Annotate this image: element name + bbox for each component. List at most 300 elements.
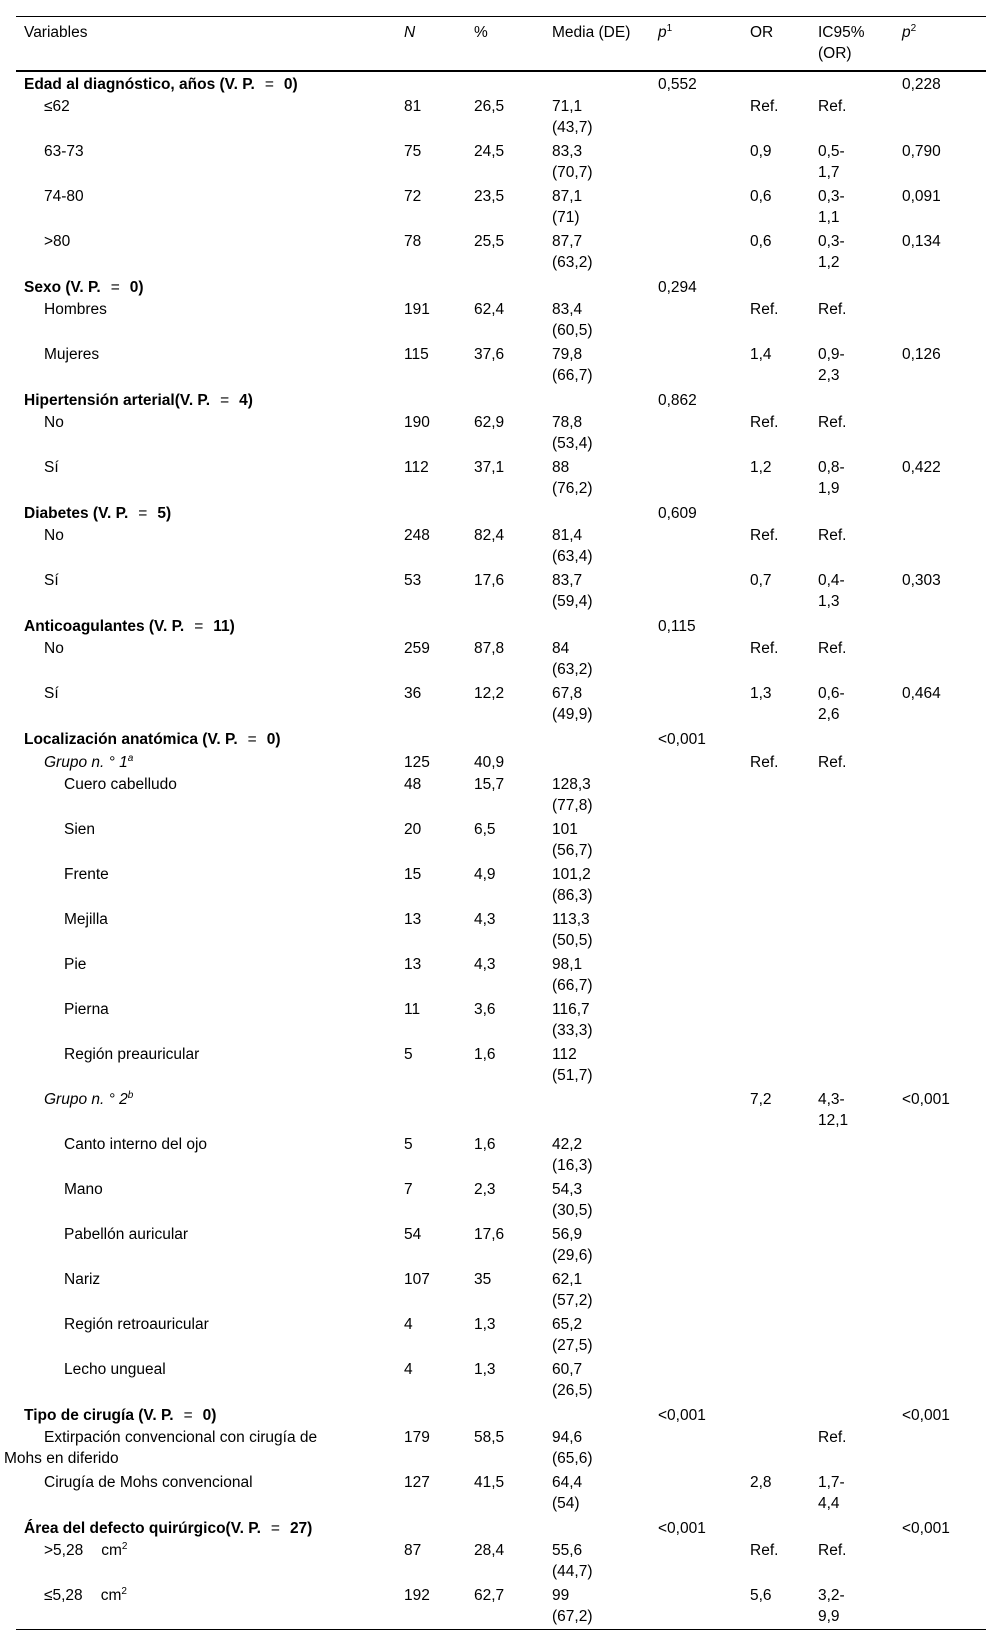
results-table <box>4 16 986 1630</box>
cell-or: Ref. <box>750 640 779 657</box>
cell-media: 60,7 (26,5) <box>552 1361 593 1399</box>
section-title: Edad al diagnóstico, años (V. P. = 0) <box>24 76 298 93</box>
cell-media <box>544 750 650 773</box>
table-row <box>16 1584 986 1630</box>
row-label: Extirpación convencional con cirugía de Mohs en diferido <box>4 1429 318 1467</box>
cell-p1 <box>650 953 742 998</box>
col-or: OR <box>750 24 774 41</box>
cell-p1 <box>650 818 742 863</box>
cell-p2 <box>894 750 986 773</box>
cell-p2 <box>894 1539 986 1584</box>
cell-or <box>742 1133 810 1178</box>
cell-pct: 12,2 <box>474 685 505 702</box>
table-row <box>16 1088 986 1133</box>
cell-media: 87,1 (71) <box>552 188 583 226</box>
cell-pct <box>466 71 544 95</box>
cell-p1 <box>650 569 742 614</box>
cell-ic95: Ref. <box>818 414 847 431</box>
cell-p1 <box>650 773 742 818</box>
cell-or <box>742 863 810 908</box>
cell-or: 1,3 <box>750 685 772 702</box>
row-label: Nariz <box>64 1271 101 1288</box>
cell-media <box>544 1088 650 1133</box>
section-header-row <box>16 614 986 637</box>
cell-p1: 0,115 <box>658 618 696 635</box>
cell-media <box>544 1516 650 1539</box>
cell-or <box>742 818 810 863</box>
row-label: ≤5,28 $cm^2$ <box>44 1585 127 1604</box>
cell-pct: 62,7 <box>474 1587 505 1604</box>
cell-or <box>742 1313 810 1358</box>
cell-p2 <box>894 614 986 637</box>
cell-or: Ref. <box>750 527 779 544</box>
section-header-row <box>16 727 986 750</box>
cell-ic95: 0,9- 2,3 <box>818 346 845 384</box>
cell-ic95: Ref. <box>818 1429 847 1446</box>
col-media: Media (DE) <box>552 24 631 41</box>
cell-media: 55,6 (44,7) <box>552 1542 593 1580</box>
cell-or <box>742 1403 810 1426</box>
cell-pct: 58,5 <box>474 1429 505 1446</box>
cell-ic95 <box>810 1268 894 1313</box>
cell-p1 <box>650 95 742 140</box>
section-title: Diabetes (V. P. = 5) <box>24 505 172 522</box>
cell-or <box>742 1223 810 1268</box>
row-label: Pierna <box>64 1001 109 1018</box>
cell-p1 <box>650 1268 742 1313</box>
row-label: Mano <box>64 1181 103 1198</box>
cell-p1 <box>650 1313 742 1358</box>
row-label: No <box>44 527 64 544</box>
cell-pct: 4,3 <box>474 911 496 928</box>
cell-n: 127 <box>404 1474 430 1491</box>
cell-n <box>396 275 466 298</box>
cell-n: 259 <box>404 640 430 657</box>
cell-p1 <box>650 750 742 773</box>
cell-p2 <box>894 388 986 411</box>
cell-pct <box>466 1403 544 1426</box>
cell-media: 98,1 (66,7) <box>552 956 593 994</box>
cell-n: 248 <box>404 527 430 544</box>
cell-pct: 17,6 <box>474 572 505 589</box>
table-row <box>16 637 986 682</box>
cell-or <box>742 501 810 524</box>
cell-pct: 62,4 <box>474 301 505 318</box>
cell-or: Ref. <box>750 301 779 318</box>
table-row <box>16 1043 986 1088</box>
cell-pct: 23,5 <box>474 188 505 205</box>
cell-or: 1,2 <box>750 459 772 476</box>
section-header-row <box>16 501 986 524</box>
cell-or: Ref. <box>750 754 779 771</box>
cell-n: 13 <box>404 911 422 928</box>
cell-p1 <box>650 230 742 275</box>
cell-p2 <box>894 501 986 524</box>
cell-n: 54 <box>404 1226 422 1243</box>
group-row <box>16 750 986 773</box>
table-row <box>16 1358 986 1403</box>
cell-p2 <box>894 411 986 456</box>
cell-p2: 0,126 <box>902 346 941 363</box>
cell-media: 94,6 (65,6) <box>552 1429 593 1467</box>
cell-p1: 0,552 <box>658 76 697 93</box>
cell-media: 67,8 (49,9) <box>552 685 593 723</box>
cell-pct <box>466 614 544 637</box>
cell-media: 83,4 (60,5) <box>552 301 593 339</box>
cell-ic95: 0,4- 1,3 <box>818 572 845 610</box>
cell-or <box>742 953 810 998</box>
cell-p1 <box>650 1539 742 1584</box>
cell-p1 <box>650 1584 742 1630</box>
cell-n <box>396 388 466 411</box>
cell-ic95: Ref. <box>818 640 847 657</box>
cell-pct: 40,9 <box>474 754 505 771</box>
cell-n <box>396 71 466 95</box>
row-label: Mujeres <box>44 346 100 363</box>
table-row <box>16 1471 986 1516</box>
col-p2: $p^2$ <box>902 22 917 41</box>
table-row <box>16 230 986 275</box>
cell-pct: 28,4 <box>474 1542 505 1559</box>
table-row <box>16 1133 986 1178</box>
cell-n: 192 <box>404 1587 430 1604</box>
cell-p2 <box>894 524 986 569</box>
row-label: Región retroauricular <box>64 1316 209 1333</box>
cell-p2 <box>894 275 986 298</box>
cell-n: 48 <box>404 776 422 793</box>
cell-or: 0,7 <box>750 572 772 589</box>
cell-n: 15 <box>404 866 422 883</box>
cell-n: 4 <box>404 1361 413 1378</box>
cell-pct: 37,1 <box>474 459 505 476</box>
cell-ic95: Ref. <box>818 754 847 771</box>
cell-ic95 <box>810 501 894 524</box>
cell-ic95: 0,8- 1,9 <box>818 459 845 497</box>
section-title: Tipo de cirugía (V. P. = 0) <box>24 1407 217 1424</box>
cell-p1 <box>650 298 742 343</box>
cell-p2 <box>894 727 986 750</box>
cell-or <box>742 1426 810 1471</box>
cell-p2: 0,134 <box>902 233 941 250</box>
cell-media <box>544 275 650 298</box>
cell-ic95 <box>810 908 894 953</box>
table-row <box>16 1178 986 1223</box>
table-row <box>16 863 986 908</box>
row-label: >80 <box>44 233 71 250</box>
cell-ic95 <box>810 998 894 1043</box>
table-row <box>16 682 986 727</box>
table-row <box>16 1313 986 1358</box>
cell-or <box>742 1178 810 1223</box>
section-title: Sexo (V. P. = 0) <box>24 279 144 296</box>
cell-or: 5,6 <box>750 1587 772 1604</box>
cell-media <box>544 71 650 95</box>
cell-media: 128,3 (77,8) <box>552 776 593 814</box>
cell-ic95: 0,5- 1,7 <box>818 143 845 181</box>
cell-n <box>396 614 466 637</box>
cell-n: 107 <box>404 1271 430 1288</box>
cell-p2 <box>894 908 986 953</box>
cell-p1 <box>650 998 742 1043</box>
cell-media: 81,4 (63,4) <box>552 527 593 565</box>
row-label: Pabellón auricular <box>64 1226 189 1243</box>
cell-n <box>396 1088 466 1133</box>
cell-media: 116,7 (33,3) <box>552 1001 593 1039</box>
cell-ic95 <box>810 1313 894 1358</box>
cell-ic95 <box>810 1358 894 1403</box>
cell-p2 <box>894 998 986 1043</box>
section-header-row <box>16 275 986 298</box>
cell-p2 <box>894 818 986 863</box>
cell-media <box>544 614 650 637</box>
cell-p1 <box>650 1358 742 1403</box>
section-header-row <box>16 1403 986 1426</box>
cell-n: 36 <box>404 685 422 702</box>
section-header-row <box>16 1516 986 1539</box>
cell-p2 <box>894 1133 986 1178</box>
cell-ic95: Ref. <box>818 1542 847 1559</box>
cell-p1 <box>650 908 742 953</box>
cell-ic95 <box>810 773 894 818</box>
cell-media: 88 (76,2) <box>552 459 593 497</box>
cell-p1 <box>650 863 742 908</box>
cell-p1 <box>650 1426 742 1471</box>
cell-p1: <0,001 <box>658 1407 706 1424</box>
cell-p2 <box>894 1178 986 1223</box>
cell-n: 13 <box>404 956 422 973</box>
cell-p2 <box>894 298 986 343</box>
cell-p1 <box>650 524 742 569</box>
table-body <box>4 71 986 1630</box>
cell-ic95 <box>810 388 894 411</box>
cell-or: 0,6 <box>750 188 772 205</box>
cell-n: 190 <box>404 414 430 431</box>
cell-media: 79,8 (66,7) <box>552 346 593 384</box>
cell-or: 7,2 <box>750 1091 772 1108</box>
cell-n: 191 <box>404 301 430 318</box>
cell-media <box>544 1403 650 1426</box>
cell-pct: 6,5 <box>474 821 496 838</box>
row-label: >5,28 $cm^2$ <box>44 1540 128 1559</box>
cell-n <box>396 727 466 750</box>
cell-media: 87,7 (63,2) <box>552 233 593 271</box>
section-title: Área del defecto quirúrgico(V. P. = 27) <box>24 1520 313 1537</box>
cell-p1 <box>650 1043 742 1088</box>
cell-p2 <box>894 773 986 818</box>
cell-media: 101,2 (86,3) <box>552 866 593 904</box>
row-label: Sí <box>44 572 59 589</box>
table-row <box>16 343 986 388</box>
cell-n: 125 <box>404 754 430 771</box>
cell-p1: <0,001 <box>658 1520 706 1537</box>
cell-n: 75 <box>404 143 422 160</box>
cell-ic95 <box>810 1403 894 1426</box>
cell-media: 84 (63,2) <box>552 640 593 678</box>
col-n: N <box>404 24 416 41</box>
results-table-container <box>4 16 986 1630</box>
cell-media: 64,4 (54) <box>552 1474 583 1512</box>
cell-ic95 <box>810 953 894 998</box>
group-label: Grupo n. ° 1$^a$ <box>44 752 134 771</box>
cell-p1 <box>650 185 742 230</box>
cell-p2: 0,091 <box>902 188 941 205</box>
cell-pct: 82,4 <box>474 527 505 544</box>
row-label: Frente <box>64 866 109 883</box>
cell-p1 <box>650 456 742 501</box>
cell-media: 62,1 (57,2) <box>552 1271 593 1309</box>
table-row <box>16 95 986 140</box>
cell-n: 72 <box>404 188 422 205</box>
table-row <box>16 1539 986 1584</box>
cell-p1 <box>650 1133 742 1178</box>
cell-p1: <0,001 <box>658 731 706 748</box>
cell-media <box>544 727 650 750</box>
col-ic95: IC95% (OR) <box>818 24 865 62</box>
cell-p2 <box>894 1313 986 1358</box>
cell-ic95 <box>810 1223 894 1268</box>
cell-pct: 1,3 <box>474 1316 496 1333</box>
cell-n: 11 <box>404 1001 421 1018</box>
row-label: Mejilla <box>64 911 108 928</box>
cell-media: 54,3 (30,5) <box>552 1181 593 1219</box>
cell-media: 78,8 (53,4) <box>552 414 593 452</box>
cell-or <box>742 1516 810 1539</box>
cell-media <box>544 501 650 524</box>
cell-pct: 1,6 <box>474 1046 496 1063</box>
row-label: Sí <box>44 459 59 476</box>
row-label: Grupo n. ° 2$^b$ <box>44 1089 134 1108</box>
cell-or: Ref. <box>750 414 779 431</box>
cell-pct <box>466 388 544 411</box>
cell-ic95 <box>810 614 894 637</box>
cell-or: 0,6 <box>750 233 772 250</box>
cell-n: 20 <box>404 821 422 838</box>
cell-ic95 <box>810 1516 894 1539</box>
table-row <box>16 524 986 569</box>
cell-pct: 4,3 <box>474 956 496 973</box>
cell-p1 <box>650 637 742 682</box>
cell-or <box>742 1268 810 1313</box>
cell-p2: <0,001 <box>902 1407 950 1424</box>
cell-pct: 62,9 <box>474 414 505 431</box>
cell-media: 113,3 (50,5) <box>552 911 593 949</box>
cell-p2 <box>894 1426 986 1471</box>
row-label: Canto interno del ojo <box>64 1136 208 1153</box>
cell-n: 5 <box>404 1046 413 1063</box>
row-label: Sien <box>64 821 96 838</box>
cell-ic95: 4,3- 12,1 <box>818 1091 849 1129</box>
cell-ic95 <box>810 727 894 750</box>
cell-p2 <box>894 1358 986 1403</box>
cell-pct: 37,6 <box>474 346 505 363</box>
col-pct: % <box>474 24 488 41</box>
cell-n <box>396 501 466 524</box>
table-row <box>16 569 986 614</box>
cell-or: Ref. <box>750 1542 779 1559</box>
section-title: Hipertensión arterial(V. P. = 4) <box>24 392 253 409</box>
cell-n: 7 <box>404 1181 413 1198</box>
section-title: Localización anatómica (V. P. = 0) <box>24 731 281 748</box>
cell-n: 4 <box>404 1316 413 1333</box>
cell-p1: 0,294 <box>658 279 697 296</box>
cell-pct: 25,5 <box>474 233 505 250</box>
row-label: Pie <box>64 956 87 973</box>
cell-pct: 87,8 <box>474 640 505 657</box>
row-label: Región preauricular <box>64 1046 200 1063</box>
cell-p1 <box>650 411 742 456</box>
cell-p2: 0,790 <box>902 143 941 160</box>
cell-ic95 <box>810 1043 894 1088</box>
cell-p2 <box>894 1471 986 1516</box>
row-label: Cirugía de Mohs convencional <box>44 1474 253 1491</box>
table-row <box>16 1268 986 1313</box>
cell-media: 83,3 (70,7) <box>552 143 593 181</box>
cell-pct: 15,7 <box>474 776 505 793</box>
row-label: ≤62 <box>44 98 70 115</box>
cell-pct: 2,3 <box>474 1181 496 1198</box>
cell-p2 <box>894 1584 986 1630</box>
cell-media <box>544 388 650 411</box>
cell-p2: <0,001 <box>902 1091 950 1108</box>
cell-p1 <box>650 140 742 185</box>
cell-p2 <box>894 1268 986 1313</box>
table-row <box>16 953 986 998</box>
cell-or <box>742 275 810 298</box>
cell-pct <box>466 275 544 298</box>
cell-p2 <box>894 95 986 140</box>
cell-pct: 24,5 <box>474 143 505 160</box>
cell-p2 <box>894 637 986 682</box>
table-row <box>16 411 986 456</box>
cell-p2 <box>894 863 986 908</box>
cell-p2: 0,464 <box>902 685 941 702</box>
cell-pct: 1,3 <box>474 1361 496 1378</box>
cell-n: 81 <box>404 98 422 115</box>
cell-p1 <box>650 1088 742 1133</box>
cell-media: 99 (67,2) <box>552 1587 593 1625</box>
table-row <box>16 185 986 230</box>
cell-or <box>742 1043 810 1088</box>
cell-ic95: 0,3- 1,1 <box>818 188 845 226</box>
section-header-row <box>16 388 986 411</box>
cell-p1 <box>650 1471 742 1516</box>
cell-ic95: 3,2- 9,9 <box>818 1587 845 1625</box>
cell-p1 <box>650 1223 742 1268</box>
cell-n: 78 <box>404 233 422 250</box>
cell-or <box>742 614 810 637</box>
cell-ic95: Ref. <box>818 98 847 115</box>
cell-or: 1,4 <box>750 346 772 363</box>
table-header <box>16 17 986 72</box>
cell-pct <box>466 727 544 750</box>
row-label: Lecho ungueal <box>64 1361 166 1378</box>
cell-ic95: Ref. <box>818 301 847 318</box>
table-row <box>16 1426 986 1471</box>
cell-n: 179 <box>404 1429 430 1446</box>
col-variables: Variables <box>24 24 88 41</box>
cell-media: 65,2 (27,5) <box>552 1316 593 1354</box>
cell-pct: 26,5 <box>474 98 505 115</box>
cell-media: 56,9 (29,6) <box>552 1226 593 1264</box>
cell-ic95: 1,7- 4,4 <box>818 1474 845 1512</box>
cell-n: 53 <box>404 572 422 589</box>
cell-media: 71,1 (43,7) <box>552 98 593 136</box>
cell-media: 83,7 (59,4) <box>552 572 593 610</box>
cell-p1: 0,862 <box>658 392 697 409</box>
cell-or: 0,9 <box>750 143 772 160</box>
cell-n: 115 <box>404 346 429 363</box>
cell-ic95 <box>810 1178 894 1223</box>
